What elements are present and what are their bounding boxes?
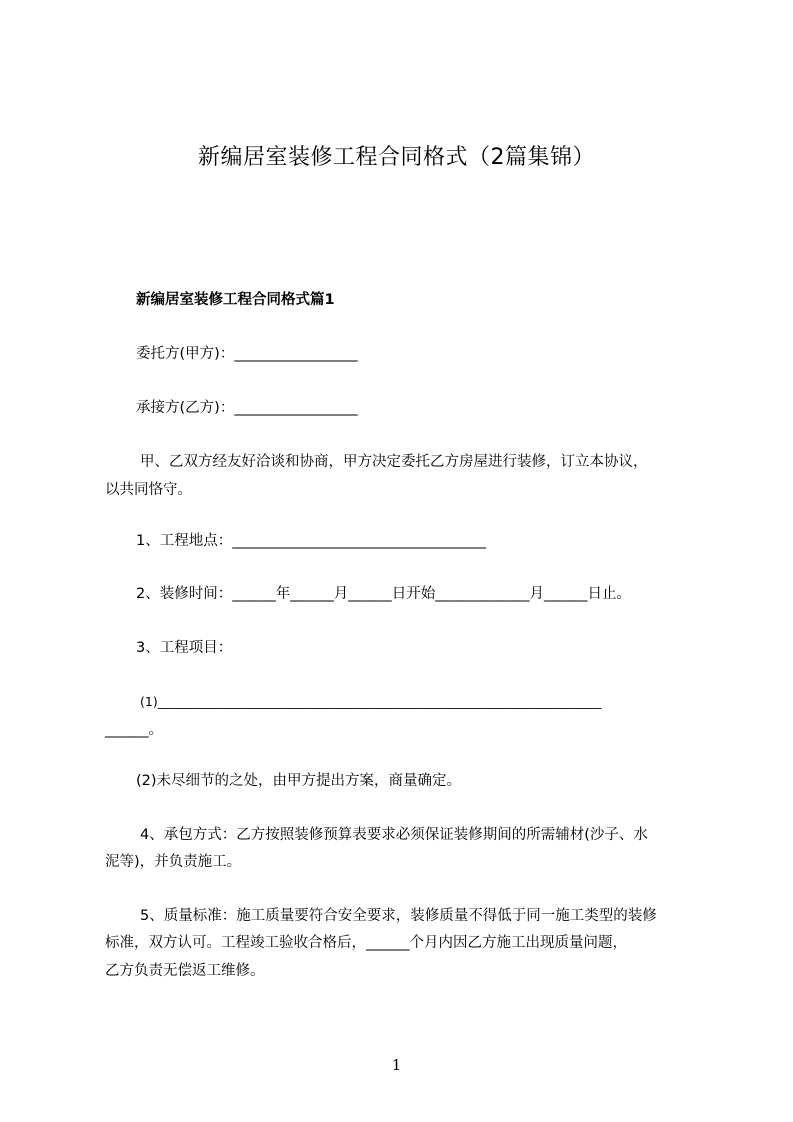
party-a-line: 委托方(甲方)：_________________	[136, 346, 358, 362]
clause-3-sub-1-line-1: (1)_______________________________________________________________________	[140, 694, 602, 709]
clause-1-location: 1、工程地点：___________________________________	[136, 533, 486, 549]
clause-5-line-2: 标准，双方认可。工程竣工验收合格后，______个月内因乙方施工出现质量问题，	[105, 935, 627, 951]
intro-paragraph-line-2: 以共同恪守。	[105, 482, 192, 498]
clause-3-sub-2: (2)未尽细节的之处，由甲方提出方案，商量确定。	[136, 773, 462, 789]
party-b-line: 承接方(乙方)：_________________	[136, 400, 358, 416]
intro-paragraph-line-1: 甲、乙双方经友好洽谈和协商，甲方决定委托乙方房屋进行装修，订立本协议，	[140, 454, 648, 470]
clause-3-heading: 3、工程项目：	[136, 640, 233, 656]
clause-4-line-2: 泥等)，并负责施工。	[105, 854, 242, 870]
clause-4-line-1: 4、承包方式：乙方按照装修预算表要求必须保证装修期间的所需辅材(沙子、水	[140, 827, 648, 843]
document-title: 新编居室装修工程合同格式（2篇集锦）	[198, 145, 595, 170]
clause-5-line-3: 乙方负责无偿返工维修。	[105, 963, 265, 979]
section-heading: 新编居室装修工程合同格式篇1	[136, 292, 335, 308]
clause-3-sub-1-line-2: ______。	[105, 722, 163, 738]
page-number: 1	[391, 1056, 402, 1074]
clause-2-schedule: 2、装修时间：______年______月______日开始_____________月______日止。	[136, 586, 631, 602]
clause-5-line-1: 5、质量标准：施工质量要符合安全要求，装修质量不得低于同一施工类型的装修	[140, 908, 657, 924]
